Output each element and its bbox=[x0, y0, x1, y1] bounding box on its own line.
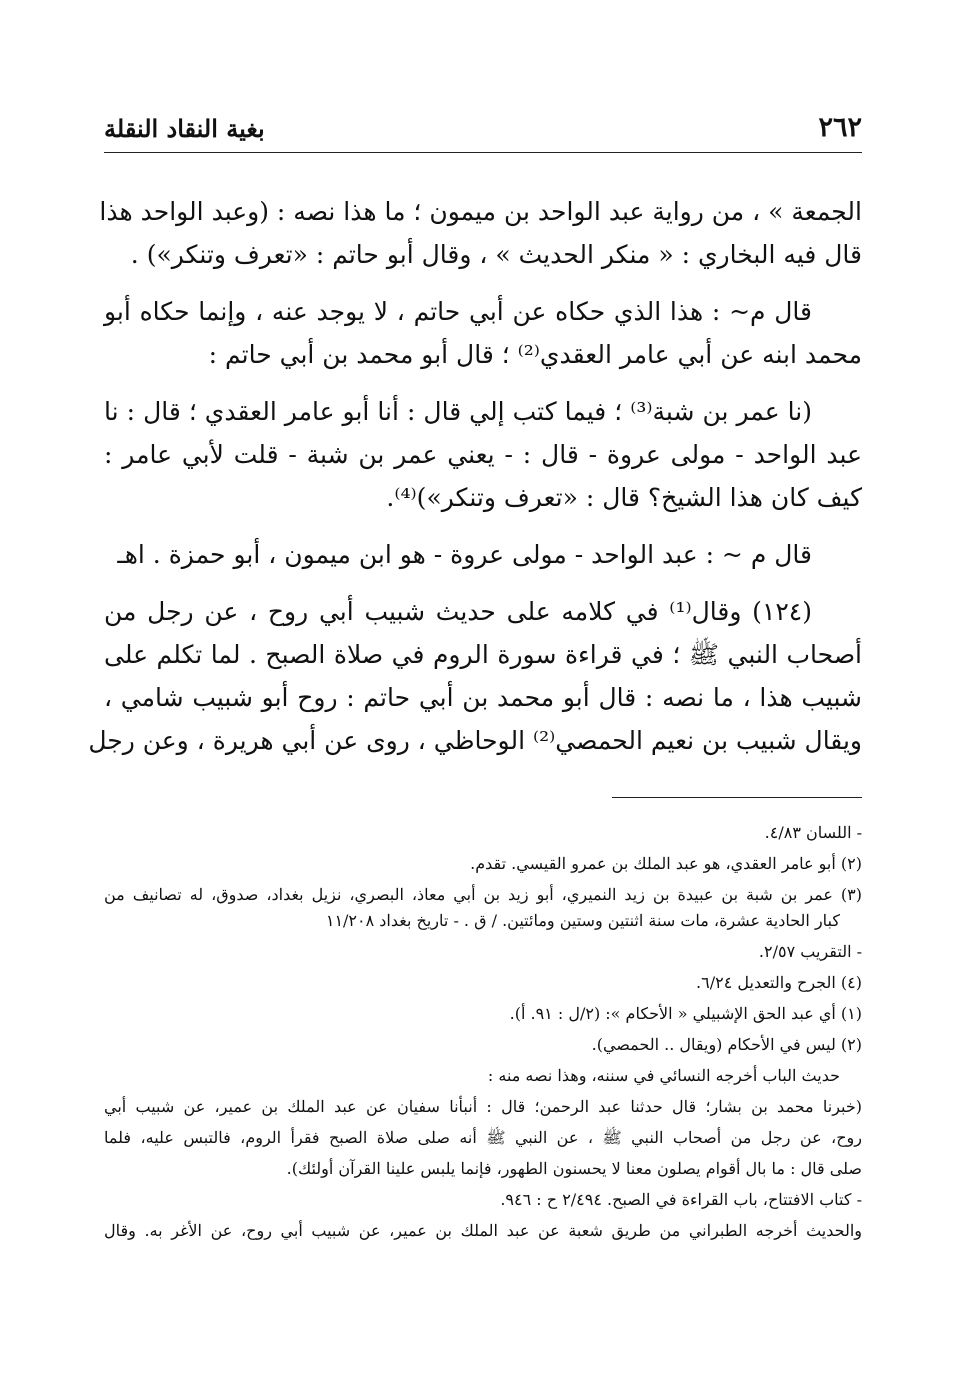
footnote: - اللسان ٤/٨٣. bbox=[764, 823, 862, 842]
footnote: (٢) أبو عامر العقدي، هو عبد الملك بن عمرو القيسي. تقدم. bbox=[470, 854, 862, 873]
text-line: قال فيه البخاري : « منكر الحديث » ، وقال أبو حاتم : «تعرف وتنكر») . bbox=[130, 240, 862, 269]
footnote: - التقريب ٢/٥٧. bbox=[758, 942, 862, 961]
paragraph bbox=[88, 590, 862, 762]
text-line: محمد ابنه عن أبي عامر العقدي⁽²⁾ ؛ قال أبو محمد بن أبي حاتم : bbox=[208, 340, 862, 369]
text-line: (١٢٤) وقال⁽¹⁾ في كلامه على حديث شبيب أبي روح ، عن رجل من bbox=[104, 597, 812, 626]
footnote: (٢) ليس في الأحكام (ويقال .. الحمصي). bbox=[591, 1035, 862, 1054]
footnote: والحديث أخرجه الطبراني من طريق شعبة عن عبد الملك بن عمير، عن شبيب أبي روح، عن الأغر به. وقال bbox=[104, 1221, 862, 1240]
footnote-quote: روح، عن رجل من أصحاب النبي ﷺ ، عن النبي ﷺ أنه صلى صلاة الصبح فقرأ الروم، فالتبس عليه، فلما bbox=[104, 1128, 862, 1147]
text-line: أصحاب النبي ﷺ ؛ في قراءة سورة الروم في صلاة الصبح . لما تكلم على bbox=[104, 640, 862, 669]
footnote-quote: (خبرنا محمد بن بشار؛ قال حدثنا عبد الرحمن؛ قال : أنبأنا سفيان عن عبد الملك بن عمير، عن شبيب أبي bbox=[104, 1097, 862, 1116]
page-number: ٢٦٢ bbox=[818, 112, 862, 143]
footnote-separator bbox=[612, 797, 862, 798]
footnote: (٣) عمر بن شبة بن عبيدة بن زيد النميري، أبو زيد بن أبي معاذ، البصري، نزيل بغداد، صدوق، له تصانيف من bbox=[104, 885, 862, 904]
paragraph bbox=[104, 533, 862, 576]
book-title: بغية النقاد النقلة bbox=[104, 114, 265, 143]
text-line: الجمعة » ، من رواية عبد الواحد بن ميمون ؛ ما هذا نصه : (وعبد الواحد هذا bbox=[99, 197, 862, 226]
text-line: قال م~ : هذا الذي حكاه عن أبي حاتم ، لا يوجد عنه ، وإنما حكاه أبو bbox=[104, 297, 812, 326]
footnote-quote: صلى قال : ما بال أقوام يصلون معنا لا يحسنون الطهور، فإنما يلبس علينا القرآن أولئك). bbox=[286, 1159, 862, 1178]
footnote-continuation: كبار الحادية عشرة، مات سنة اثنتين وستين ومائتين. / ق . - تاريخ بغداد ١١/٢٠٨ bbox=[325, 911, 840, 930]
text-line: شبيب هذا ، ما نصه : قال أبو محمد بن أبي حاتم : روح أبو شبيب شامي ، bbox=[104, 683, 862, 712]
footnote: (١) أي عبد الحق الإشبيلي « الأحكام »: (٢/ل : ٩١. أ). bbox=[509, 1004, 862, 1023]
paragraph bbox=[104, 290, 862, 376]
text-line: كيف كان هذا الشيخ؟ قال : «تعرف وتنكر»)⁽⁴⁾. bbox=[386, 483, 862, 512]
text-line: عبد الواحد - مولى عروة - قال : - يعني عمر بن شبة - قلت لأبي عامر : bbox=[104, 440, 862, 469]
footnote-continuation: حديث الباب أخرجه النسائي في سننه، وهذا نصه منه : bbox=[487, 1066, 840, 1085]
text-line: (نا عمر بن شبة⁽³⁾ ؛ فيما كتب إلي قال : أنا أبو عامر العقدي ؛ قال : نا bbox=[104, 397, 813, 426]
paragraph bbox=[104, 390, 862, 519]
footnotes bbox=[104, 820, 862, 1249]
paragraph bbox=[99, 190, 862, 276]
text-line: ويقال شبيب بن نعيم الحمصي⁽²⁾ الوحاظي ، روى عن أبي هريرة ، وعن رجل bbox=[88, 726, 862, 755]
text-line: قال م ~ : عبد الواحد - مولى عروة - هو ابن ميمون ، أبو حمزة . اهـ bbox=[117, 540, 812, 569]
main-text bbox=[88, 190, 862, 776]
footnote: - كتاب الافتتاح، باب القراءة في الصبح. ٢/٤٩٤ ح : ٩٤٦. bbox=[500, 1190, 862, 1209]
footnote: (٤) الجرح والتعديل ٦/٢٤. bbox=[696, 973, 862, 992]
running-header bbox=[104, 108, 862, 153]
